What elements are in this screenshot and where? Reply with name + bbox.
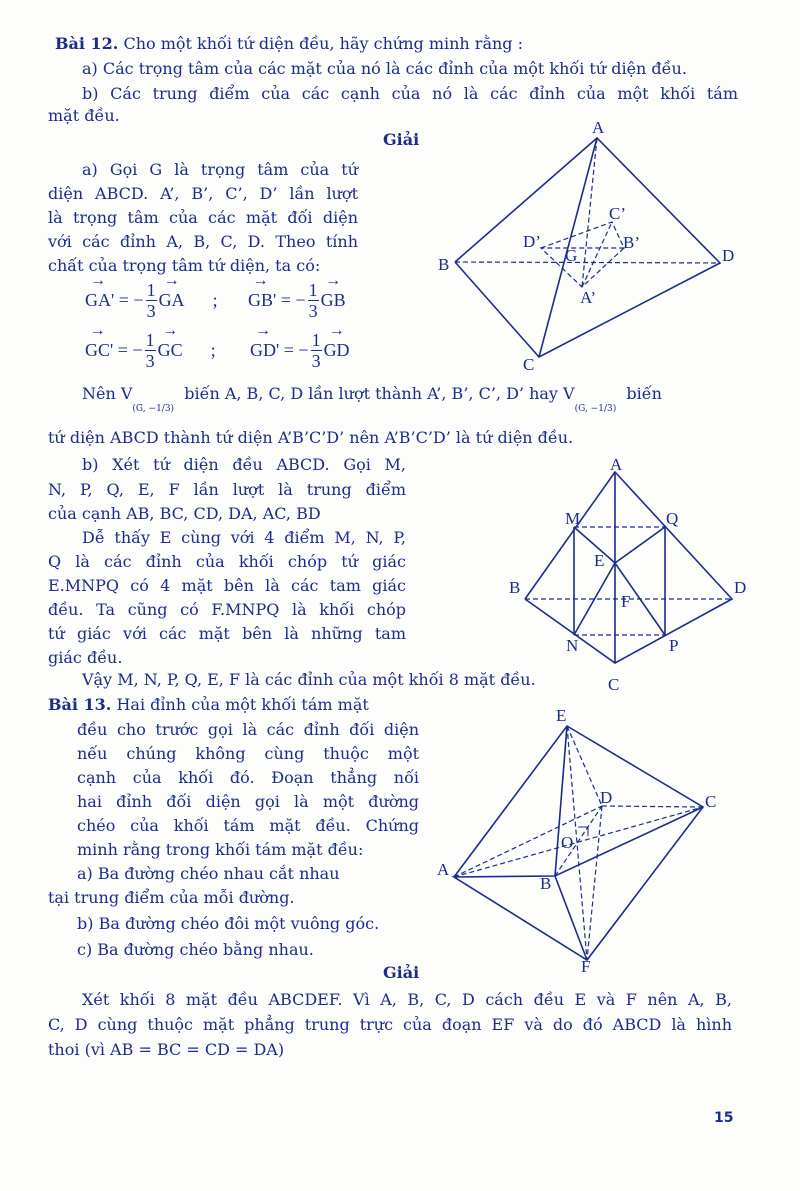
vector: → GD: [324, 340, 350, 361]
vertex-label: E: [556, 706, 567, 725]
vector: → GD: [250, 340, 276, 361]
vector: → GC: [85, 340, 110, 361]
vector: → GC: [158, 340, 183, 361]
subscript: (G, −1/3): [132, 404, 175, 414]
text-line: đều cho trước gọi là các đỉnh đối diện: [77, 720, 419, 739]
vertex-label: P: [669, 636, 679, 655]
text: Nên V: [82, 384, 133, 403]
exercise-13-heading: Bài 13. Hai đỉnh của một khối tám mặt: [48, 695, 369, 714]
text-line: b) Ba đường chéo đôi một vuông góc.: [77, 914, 380, 933]
vertex-label: A: [592, 118, 605, 137]
subscript: (G, −1/3): [574, 404, 617, 414]
text-line: chéo của khối tám mặt đều. Chứng: [77, 816, 419, 835]
vertex-label: F: [621, 592, 631, 611]
figure-tetrahedron-midpoints: [525, 472, 732, 663]
figure-octahedron: [454, 726, 703, 960]
text-line: Dễ thấy E cùng với 4 điểm M, N, P,: [82, 528, 406, 547]
exercise-12-b: b) Các trung điểm của các cạnh của nó là các đỉnh của một khối tám: [82, 84, 738, 103]
vertex-label: Q: [666, 509, 679, 528]
denominator: 3: [146, 301, 156, 321]
vertex-label: C: [705, 792, 717, 811]
vertex-label: N: [566, 636, 579, 655]
vertex-label: A: [610, 455, 623, 474]
vertex-label: D’: [523, 232, 541, 251]
vector: → GA: [159, 290, 185, 311]
text-line: tại trung điểm của mỗi đường.: [48, 888, 295, 907]
exercise-12-a: a) Các trọng tâm của các mặt của nó là các đỉnh của một khối tứ diện đều.: [82, 59, 687, 78]
vertex-label: E: [594, 551, 605, 570]
exercise-12-heading: Bài 12. Cho một khối tứ diện đều, hãy chứng minh rằng :: [55, 34, 524, 53]
text-line: Vậy M, N, P, Q, E, F là các đỉnh của một khối 8 mặt đều.: [82, 670, 536, 689]
vertex-label: A: [437, 860, 450, 879]
equals: = −: [118, 290, 144, 310]
vertex-label: D: [600, 788, 613, 807]
text-line: với các đỉnh A, B, C, D. Theo tính: [48, 232, 358, 251]
vector: → GA: [85, 290, 111, 311]
text-line: đều. Ta cũng có F.MNPQ là khối chóp: [48, 600, 406, 619]
text-line: diện ABCD. A’, B’, C’, D’ lần lượt: [48, 184, 358, 203]
vertex-label: B: [509, 578, 521, 597]
solution-heading: Giải: [383, 963, 420, 982]
text-line: Q là các đỉnh của khối chóp tứ giác: [48, 552, 406, 571]
text-line: E.MNPQ có 4 mặt bên là các tam giác: [48, 576, 406, 595]
vertex-label: O: [561, 833, 574, 852]
vector: → GB: [321, 290, 346, 311]
vertex-label: C: [608, 675, 620, 694]
text-line: chất của trọng tâm tứ diện, ta có:: [48, 256, 321, 275]
prime: ': [276, 340, 280, 360]
text-line: hai đỉnh đối diện gọi là một đường: [77, 792, 419, 811]
text-line: a) Ba đường chéo nhau cắt nhau: [77, 864, 340, 883]
text-line: Xét khối 8 mặt đều ABCDEF. Vì A, B, C, D cách đều E và F nên A, B,: [82, 990, 732, 1009]
text: biến: [626, 384, 662, 403]
text-line: C, D cùng thuộc mặt phẳng trung trực của đoạn EF và do đó ABCD là hình: [48, 1015, 732, 1034]
text-line: N, P, Q, E, F lần lượt là trung điểm: [48, 480, 406, 499]
text-line: c) Ba đường chéo bằng nhau.: [77, 940, 314, 959]
figure-tetrahedron-centroids: [455, 138, 720, 357]
prime: ': [110, 340, 114, 360]
vector: → GB: [248, 290, 273, 311]
prime: ': [111, 290, 115, 310]
text-line: minh rằng trong khối tám mặt đều:: [77, 840, 364, 859]
numerator: 1: [311, 330, 321, 350]
vertex-label: B’: [623, 233, 640, 252]
vertex-label: M: [565, 509, 581, 528]
numerator: 1: [146, 280, 156, 300]
numerator: 1: [308, 280, 318, 300]
denominator: 3: [145, 351, 155, 371]
vertex-label: B: [438, 255, 450, 274]
page-number: 15: [714, 1110, 734, 1126]
vertex-label: G: [565, 246, 578, 265]
text-line: của cạnh AB, BC, CD, DA, AC, BD: [48, 504, 321, 523]
text-line: cạnh của khối đó. Đoạn thẳng nối: [77, 768, 419, 787]
vertex-label: D: [722, 246, 735, 265]
equals: = −: [283, 340, 309, 360]
text-line: giác đều.: [48, 648, 123, 667]
text-line: tứ giác với các mặt bên là những tam: [48, 624, 406, 643]
vertex-label: F: [581, 957, 591, 976]
separator: ;: [212, 290, 218, 310]
denominator: 3: [308, 301, 318, 321]
text-line: là trọng tâm của các mặt đối diện: [48, 208, 358, 227]
text-line: a) Gọi G là trọng tâm của tứ: [82, 160, 358, 179]
text-line: b) Xét tứ diện đều ABCD. Gọi M,: [82, 455, 406, 474]
equals: = −: [117, 340, 143, 360]
vertex-label: C: [523, 355, 535, 374]
text-line: thoi (vì AB = BC = CD = DA): [48, 1040, 285, 1059]
denominator: 3: [311, 351, 321, 371]
prime: ': [273, 290, 277, 310]
numerator: 1: [145, 330, 155, 350]
vertex-label: A’: [580, 288, 597, 307]
text-line: mặt đều.: [48, 106, 120, 125]
text: biến A, B, C, D lần lượt thành A’, B’, C’, D’ hay V: [184, 384, 575, 403]
solution-heading: Giải: [383, 130, 420, 149]
text-line: tứ diện ABCD thành tứ diện A’B’C’D’ nên A’B’C’D’ là tứ diện đều.: [48, 428, 574, 447]
separator: ;: [210, 340, 216, 360]
vertex-label: D: [734, 578, 747, 597]
vertex-label: B: [540, 874, 552, 893]
text-line: nếu chúng không cùng thuộc một: [77, 744, 419, 763]
vertex-label: C’: [609, 204, 626, 223]
equals: = −: [280, 290, 306, 310]
